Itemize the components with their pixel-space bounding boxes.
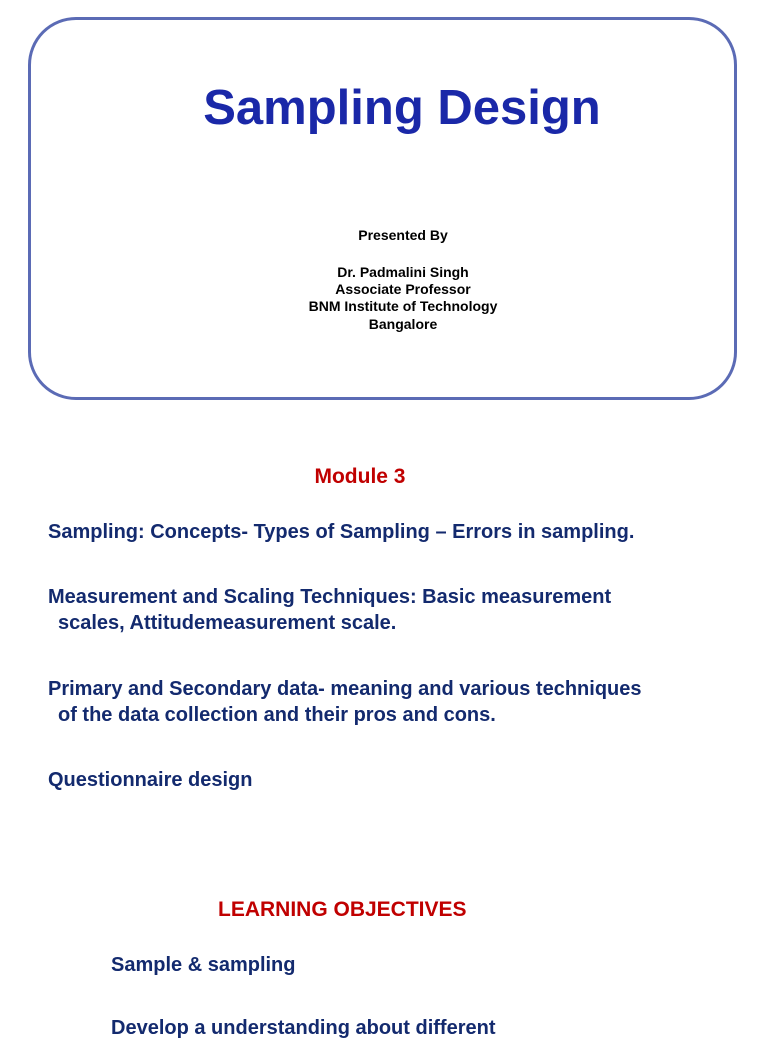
module-topic — [48, 519, 748, 545]
module-topic-line: Questionnaire design — [48, 769, 253, 791]
presenter-city: Bangalore — [368, 316, 438, 332]
module-topic-line: Measurement and Scaling Techniques: Basic measurement — [48, 586, 612, 608]
slide-title: Sampling Design — [203, 81, 601, 135]
module-topic — [48, 584, 748, 636]
title-frame — [28, 17, 737, 400]
presenter-name: Dr. Padmalini Singh — [337, 264, 469, 280]
module-topic-line-continued: scales, Attitudemeasurement scale. — [58, 612, 397, 634]
module-heading-text: Module 3 — [314, 465, 406, 488]
module-topic-line: Primary and Secondary data- meaning and various techniques — [48, 678, 642, 700]
module-heading — [0, 464, 768, 490]
objective-item: Develop a understanding about different — [111, 1017, 496, 1039]
presenter-role: Associate Professor — [335, 281, 471, 297]
module-topic — [48, 676, 748, 728]
objective-item: Sample & sampling — [111, 954, 296, 976]
presenter-institute: BNM Institute of Technology — [308, 298, 498, 314]
module-topic-line: Sampling: Concepts- Types of Sampling – Errors in sampling. — [48, 521, 635, 543]
presented-by-label: Presented By — [358, 227, 448, 243]
learning-objectives-heading: LEARNING OBJECTIVES — [218, 898, 467, 921]
module-topic-line-continued: of the data collection and their pros and cons. — [58, 704, 496, 726]
module-topic — [48, 767, 748, 793]
